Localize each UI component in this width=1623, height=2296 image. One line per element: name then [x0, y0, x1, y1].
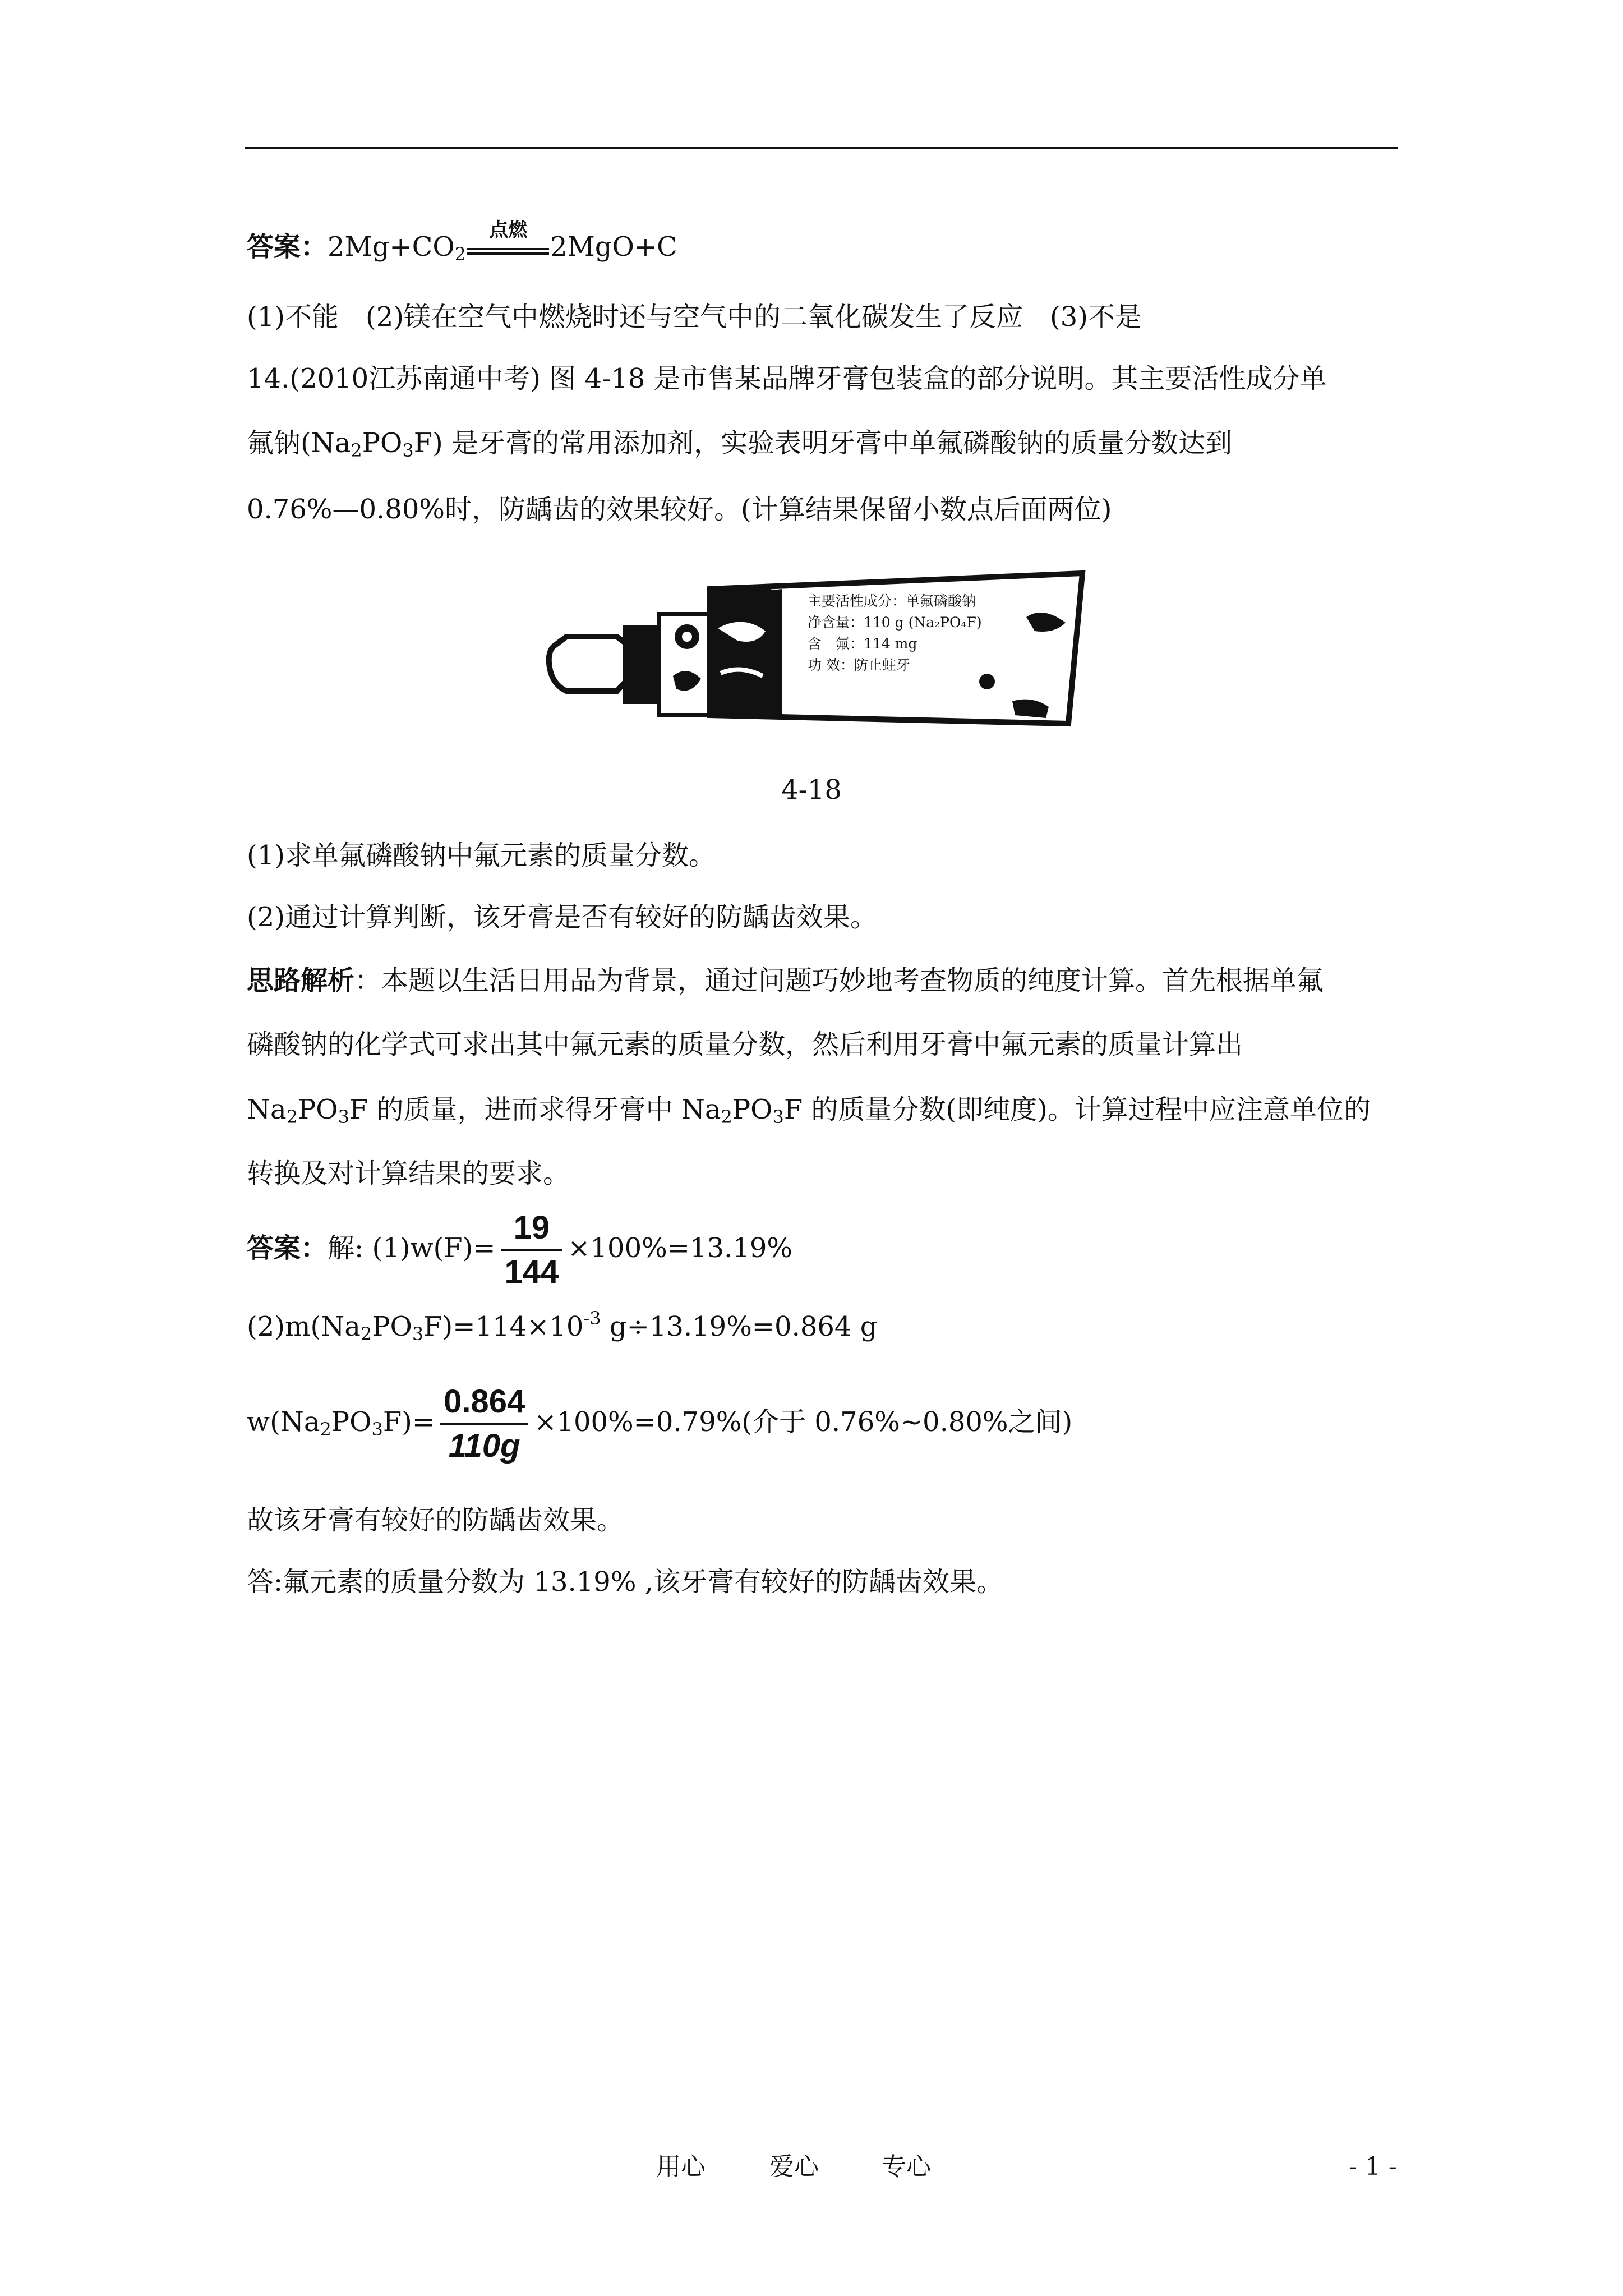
question14-line2: 氟钠$(Na_2PO_3F)$ 是牙膏的常用添加剂，实验表明牙膏中单氟磷酸钠的质量分数达到	[247, 427, 1233, 461]
package-line-3: 含 氟：114 mg	[808, 636, 917, 652]
answer2-conclusion: 故该牙膏有较好的防龋齿效果。	[247, 1504, 624, 1536]
analysis-line1: 思路解析：本题以生活日用品为背景，通过问题巧妙地考查物质的纯度计算。首先根据单氟	[247, 965, 1324, 996]
sub-question-1: (1)求单氟磷酸钠中氟元素的质量分数。	[247, 840, 716, 871]
answer2-step2: $(2)m(Na_2PO_3F)=114\times 10^{-3}$ g÷13.19%=0.864 g	[247, 1308, 878, 1345]
toothpaste-figure	[544, 561, 1094, 740]
answer2-final: 答:氟元素的质量分数为 13.19% ,该牙膏有较好的防龋齿效果。	[247, 1566, 1003, 1598]
figure-caption: 4-18	[781, 774, 842, 806]
fraction-0864-110g: $\frac{0.864}{110g}$	[440, 1381, 528, 1467]
answer2-step1: 答案：解: (1)w(F)= $\frac{19}{144}$ ×100%=13.19%	[247, 1206, 792, 1293]
analysis-line2: 磷酸钠的化学式可求出其中氟元素的质量分数，然后利用牙膏中氟元素的质量计算出	[247, 1029, 1243, 1060]
sub-question-2: (2)通过计算判断，该牙膏是否有较好的防龋齿效果。	[247, 901, 877, 933]
fraction-19-144: $\frac{19}{144}$	[501, 1207, 562, 1293]
equation-lhs: 2Mg+CO	[328, 231, 455, 263]
package-line-4: 功 效：防止蛀牙	[808, 657, 910, 673]
footer-motto-2: 爱心	[769, 2152, 819, 2181]
question14-line1: 14.(2010江苏南通中考) 图 4-18 是市售某品牌牙膏包装盒的部分说明。其主要活性成分单	[247, 363, 1327, 394]
analysis-line4: 转换及对计算结果的要求。	[247, 1158, 570, 1189]
answer-label: 答案：	[247, 231, 328, 263]
answer1-line: 答案：$2Mg+CO_2$ 点燃 2MgO+C	[247, 218, 677, 265]
page-number: - 1 -	[1349, 2152, 1397, 2181]
package-line-2: 净含量：110 g (Na₂PO₄F)	[808, 614, 982, 631]
header-rule	[245, 147, 1398, 149]
answer1-parts: (1)不能 (2)镁在空气中燃烧时还与空气中的二氧化碳发生了反应 (3)不是	[247, 301, 1142, 333]
footer-motto-3: 专心	[882, 2152, 931, 2181]
equation-rhs: 2MgO+C	[550, 231, 677, 263]
footer-motto-1: 用心	[656, 2152, 706, 2181]
answer2-label: 答案：	[247, 1232, 328, 1264]
question14-line3: 0.76%—0.80%时，防龋齿的效果较好。(计算结果保留小数点后面两位)	[247, 494, 1112, 525]
analysis-label: 思路解析	[247, 965, 355, 996]
answer2-step3: $w(Na_2PO_3F)=$ $\frac{0.864}{110g}$ ×100%=0.79%(介于 0.76%~0.80%之间)	[247, 1377, 1072, 1467]
package-line-1: 主要活性成分：单氟磷酸钠	[808, 593, 976, 609]
reaction-condition: 点燃	[466, 232, 550, 266]
analysis-line3: $Na_2PO_3F$ 的质量，进而求得牙膏中 $Na_2PO_3F$ 的质量分数(即纯度)。计算过程中应注意单位的	[247, 1094, 1371, 1128]
